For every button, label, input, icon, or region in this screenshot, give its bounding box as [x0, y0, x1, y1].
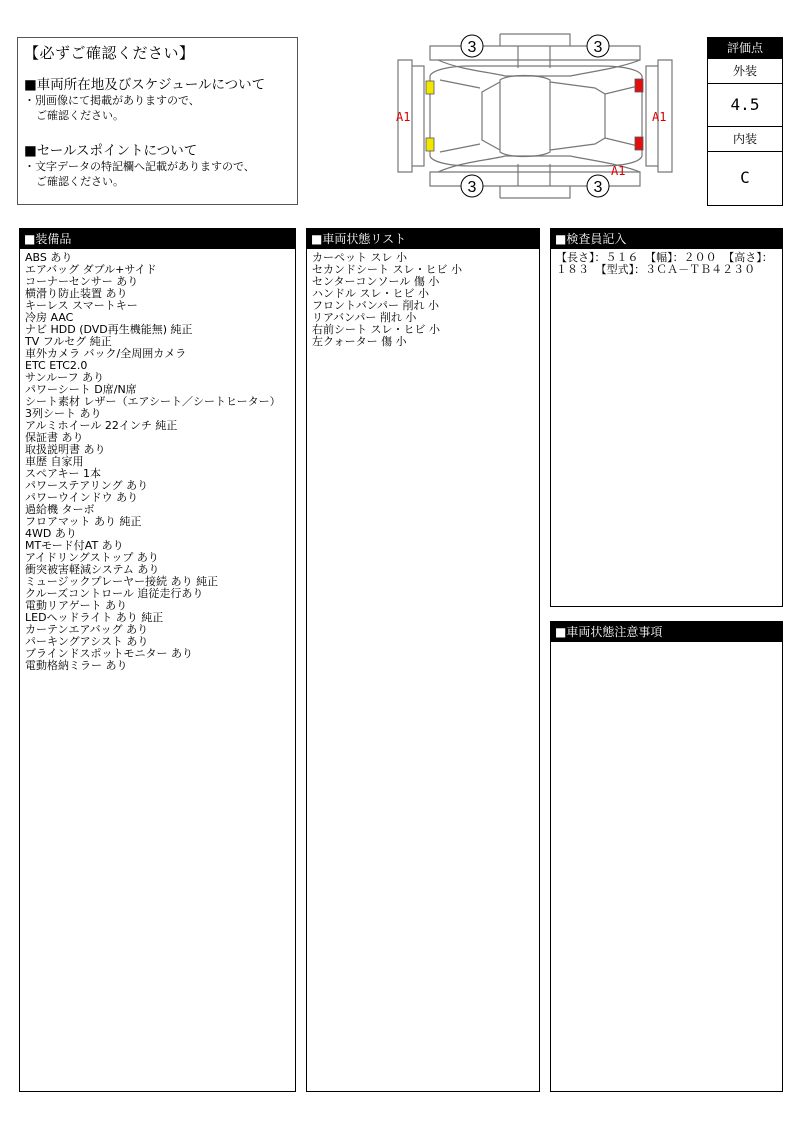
list-item: ナビ HDD (DVD再生機能無) 純正 — [25, 323, 193, 336]
damage-code-rear: A1 — [652, 110, 667, 124]
list-item: TV フルセグ 純正 — [25, 335, 112, 348]
list-item: 保証書 あり — [25, 431, 84, 444]
red-mark-rear-left — [635, 79, 643, 92]
list-item: MTモード付AT あり — [25, 539, 124, 552]
score-circle-text: 3 — [593, 179, 603, 196]
score-circle-top-right — [587, 35, 609, 57]
inspector-panel — [550, 228, 783, 607]
list-item: セカンドシート スレ・ヒビ 小 — [312, 263, 462, 276]
list-item: センターコンソール 傷 小 — [312, 275, 440, 288]
list-item: リアバンパー 削れ 小 — [312, 311, 417, 324]
list-item: パワーシート D席/N席 — [25, 383, 137, 396]
list-item: 衝突被害軽減システム あり — [25, 563, 160, 576]
list-item: ハンドル スレ・ヒビ 小 — [312, 287, 429, 300]
notice-title: 【必ずご確認ください】 — [24, 44, 195, 62]
list-item: ETC ETC2.0 — [25, 359, 88, 372]
damage-code-front: A1 — [396, 110, 411, 124]
list-item: パワーステアリング あり — [25, 479, 149, 492]
interior-label: 内装 — [708, 126, 782, 151]
list-item: 左クォーター 傷 小 — [312, 335, 407, 348]
list-item: スペアキー 1本 — [25, 467, 102, 480]
score-circle-text: 3 — [593, 39, 603, 56]
equipment-header: ■装備品 — [20, 229, 295, 249]
list-item: 4WD あり — [25, 527, 77, 540]
score-circle-bottom-right — [587, 175, 609, 197]
list-item: 過給機 ターボ — [25, 503, 95, 516]
inspector-text: 【長さ】：５１６ 【幅】：２００ 【高さ】：１８３ 【型式】：３ＣＡ－ＴＢ４２３０ — [556, 251, 773, 276]
notice-box — [17, 37, 298, 205]
list-item: 車外カメラ バック/全周囲カメラ — [25, 347, 187, 360]
condition-notes-header: ■車両状態注意事項 — [551, 622, 782, 642]
list-item: コーナーセンサー あり — [25, 275, 139, 288]
list-item: 電動格納ミラー あり — [25, 659, 128, 672]
evaluation-header: 評価点 — [708, 38, 782, 58]
list-item: フロアマット あり 純正 — [25, 515, 142, 528]
list-item: 冷房 AAC — [25, 311, 74, 324]
list-item: 電動リアゲート あり — [25, 599, 128, 612]
list-item: ABS あり — [25, 251, 73, 264]
inspector-header: ■検査員記入 — [551, 229, 782, 249]
notice-location-line2: ご確認ください。 — [36, 109, 124, 122]
list-item: 取扱説明書 あり — [25, 443, 106, 456]
condition-list — [307, 249, 539, 351]
condition-notes-panel — [550, 621, 783, 1092]
list-item: アルミホイール 22インチ 純正 — [25, 419, 178, 432]
score-circle-text: 3 — [467, 179, 477, 196]
score-circle-text: 3 — [467, 39, 477, 56]
condition-notes-text — [551, 642, 782, 648]
list-item: サンルーフ あり — [25, 371, 105, 384]
notice-salespoint-heading: ■セールスポイントについて — [24, 143, 198, 159]
list-item: パワーウインドウ あり — [25, 491, 139, 504]
yellow-mark-front-right — [426, 138, 434, 151]
evaluation-score-box — [707, 37, 783, 206]
list-item: パーキングアシスト あり — [25, 635, 149, 648]
list-item: エアバッグ ダブル+サイド — [25, 263, 157, 276]
notice-salespoint-line2: ご確認ください。 — [36, 175, 124, 188]
list-item: 右前シート スレ・ヒビ 小 — [312, 323, 440, 336]
condition-list-header: ■車両状態リスト — [307, 229, 539, 249]
damage-code-rear-bottom: A1 — [611, 164, 626, 178]
yellow-mark-front-left — [426, 81, 434, 94]
list-item: ミュージックプレーヤー接続 あり 純正 — [25, 575, 219, 588]
exterior-score: 4.5 — [708, 83, 782, 126]
red-mark-rear-right — [635, 137, 643, 150]
notice-location-line1: ・別画像にて掲載がありますので、 — [24, 94, 200, 107]
list-item: 3列シート あり — [25, 407, 102, 420]
notice-salespoint-line1: ・文字データの特記欄へ記載がありますので、 — [24, 160, 255, 173]
interior-score: C — [708, 151, 782, 203]
equipment-panel — [19, 228, 296, 1092]
score-circle-top-left — [461, 35, 483, 57]
list-item: クルーズコントロール 追従走行あり — [25, 587, 204, 600]
list-item: カーテンエアバッグ あり — [25, 623, 149, 636]
exterior-label: 外装 — [708, 58, 782, 83]
list-item: LEDヘッドライト あり 純正 — [25, 611, 164, 624]
notice-location-heading: ■車両所在地及びスケジュールについて — [24, 77, 266, 93]
list-item: シート素材 レザー（エアシート／シートヒーター） — [25, 395, 281, 408]
condition-list-panel — [306, 228, 540, 1092]
list-item: 車歴 自家用 — [25, 455, 84, 468]
list-item: キーレス スマートキー — [25, 299, 138, 312]
list-item: ブラインドスポットモニター あり — [25, 647, 194, 660]
score-circle-bottom-left — [461, 175, 483, 197]
list-item: フロントバンパー 削れ 小 — [312, 299, 440, 312]
list-item: アイドリングストップ あり — [25, 551, 159, 564]
list-item: 横滑り防止装置 あり — [25, 287, 128, 300]
equipment-list — [20, 249, 295, 675]
car-damage-diagram — [390, 30, 680, 202]
list-item: カーペット スレ 小 — [312, 251, 407, 264]
